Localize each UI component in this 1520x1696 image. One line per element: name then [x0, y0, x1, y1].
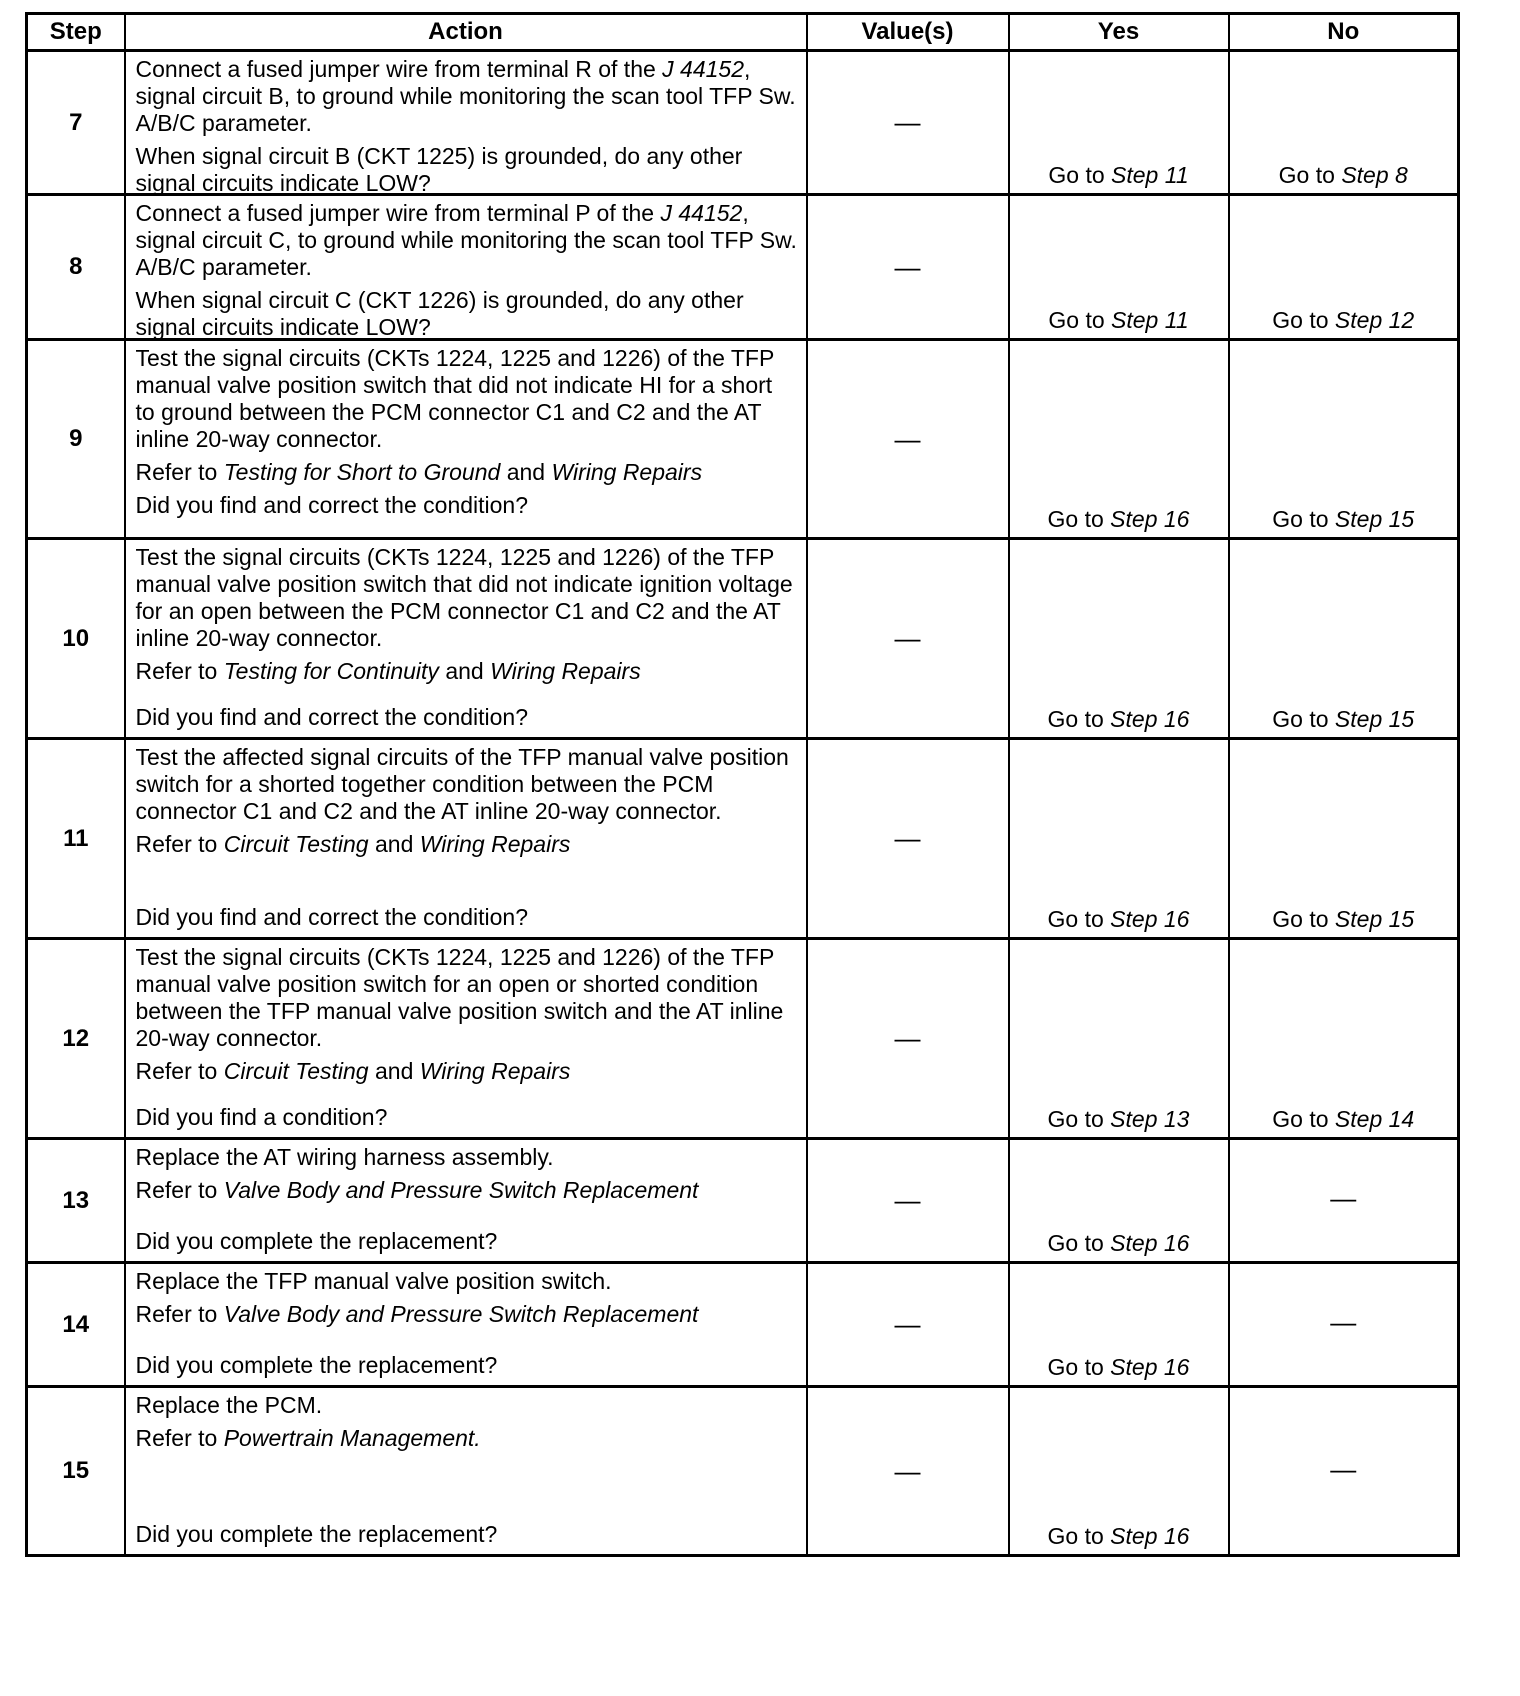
action-cell — [125, 1387, 807, 1556]
action-paragraph — [136, 658, 798, 685]
action-paragraph — [136, 287, 798, 341]
table-row — [27, 195, 1459, 340]
goto-prefix: Go to — [1047, 706, 1111, 732]
action-paragraph — [136, 1268, 798, 1295]
goto-prefix: Go to — [1272, 506, 1335, 532]
action-paragraph — [136, 904, 798, 931]
header-no: No — [1229, 14, 1459, 51]
action-paragraph — [136, 544, 798, 652]
action-content — [135, 200, 798, 340]
table-row — [27, 739, 1459, 939]
action-paragraph — [136, 831, 798, 858]
reference-text: Management. — [340, 1425, 481, 1451]
yes-cell — [1009, 340, 1229, 539]
reference-text: Circuit Testing — [223, 831, 369, 857]
yes-cell — [1009, 1139, 1229, 1263]
action-paragraph — [136, 1425, 798, 1452]
goto-step-link: Step 15 — [1334, 506, 1415, 532]
action-cell — [125, 539, 807, 739]
goto-prefix: Go to — [1047, 1354, 1111, 1380]
action-text: Did you find a condition? — [135, 1104, 388, 1130]
step-number: 15 — [27, 1387, 125, 1556]
action-content — [135, 56, 798, 196]
action-content — [136, 944, 798, 1131]
header-action: Action — [125, 14, 807, 51]
step-number: 10 — [27, 539, 125, 739]
table-body — [27, 51, 1459, 1556]
reference-text: Wiring Repairs — [551, 459, 703, 485]
goto-prefix: Go to — [1272, 906, 1335, 932]
action-paragraph — [136, 1301, 798, 1328]
yes-cell — [1009, 739, 1229, 939]
goto-step-link: Step 15 — [1334, 706, 1415, 732]
goto-step-link: Step 15 — [1334, 906, 1415, 932]
action-text: Refer to — [135, 1177, 224, 1203]
action-text: Test the signal circuits (CKTs 1224, 1225 and 1226) of the TFP manual valve position switch for an open or shorted condition between the TFP manual valve position switch and the AT inline 20-way connector. — [135, 944, 784, 1051]
goto-prefix: Go to — [1048, 162, 1112, 188]
reference-text: Testing for Continuity — [223, 658, 439, 684]
action-text: Replace the TFP manual valve position switch. — [135, 1268, 612, 1294]
step-number: 9 — [27, 340, 125, 539]
action-text: , signal circuit B, to ground while monitoring the scan tool TFP Sw. A/B/C parameter. — [135, 56, 796, 136]
reference-text: Wiring Repairs — [419, 1058, 571, 1084]
no-cell: — — [1229, 1263, 1459, 1387]
action-paragraph — [136, 345, 798, 453]
goto-step-link: Step 16 — [1110, 506, 1190, 532]
action-paragraph — [136, 459, 798, 486]
table-row — [27, 1387, 1459, 1556]
action-text: Refer to — [135, 1058, 224, 1084]
action-content — [136, 544, 798, 731]
goto-step-link: Step 11 — [1111, 162, 1189, 188]
goto-step-link: Step 16 — [1110, 906, 1190, 932]
value-cell: — — [807, 1263, 1009, 1387]
no-cell — [1229, 739, 1459, 939]
action-text: Test the signal circuits (CKTs 1224, 1225 and 1226) of the TFP manual valve position switch that did not indicate ignition voltage for an open between the PCM connector C1 and C2 and the AT inline 20-way connector. — [135, 544, 793, 651]
action-text: and — [368, 1058, 420, 1084]
step-number: 12 — [27, 939, 125, 1139]
goto-step-link: Step 16 — [1110, 706, 1190, 732]
diagnostic-table — [25, 12, 1460, 1557]
goto-prefix: Go to — [1047, 1230, 1111, 1256]
goto-step-link: Step 13 — [1110, 1106, 1190, 1132]
step-number: 13 — [27, 1139, 125, 1263]
goto-step-link: Step 12 — [1334, 307, 1415, 333]
action-text: Did you find and correct the condition? — [135, 904, 529, 930]
action-text: Connect a fused jumper wire from terminal P of the — [135, 200, 661, 226]
action-paragraph — [136, 492, 798, 519]
goto-step-link: Step 8 — [1341, 162, 1408, 188]
yes-cell — [1009, 1387, 1229, 1556]
value-cell: — — [807, 51, 1009, 195]
action-text: Did you complete the replacement? — [135, 1352, 498, 1378]
action-text: Refer to — [135, 831, 224, 857]
action-text: Did you find and correct the condition? — [135, 492, 529, 518]
step-number: 8 — [27, 195, 125, 340]
goto-prefix: Go to — [1278, 162, 1342, 188]
action-text: Connect a fused jumper wire from terminal R of the — [135, 56, 663, 82]
action-content — [136, 744, 798, 931]
step-number: 7 — [27, 51, 125, 195]
action-paragraph — [136, 143, 798, 197]
step-number: 11 — [27, 739, 125, 939]
yes-cell — [1009, 195, 1229, 340]
header-values: Value(s) — [807, 14, 1009, 51]
table-row — [27, 1139, 1459, 1263]
no-cell: — — [1229, 1387, 1459, 1556]
reference-text: Wiring Repairs — [419, 831, 571, 857]
action-paragraph — [136, 1177, 798, 1204]
value-cell: — — [807, 539, 1009, 739]
action-cell — [125, 51, 807, 195]
action-paragraph — [136, 1058, 798, 1085]
reference-text: Circuit Testing — [223, 1058, 369, 1084]
goto-prefix: Go to — [1272, 307, 1335, 333]
reference-text: Valve Body and Pressure Switch Replacement — [223, 1177, 699, 1203]
reference-text: J 44152 — [660, 200, 743, 226]
reference-text: Powertrain — [223, 1425, 334, 1451]
action-cell — [125, 1263, 807, 1387]
action-paragraph — [136, 1352, 798, 1379]
action-cell — [125, 939, 807, 1139]
goto-prefix: Go to — [1047, 1106, 1111, 1132]
value-cell: — — [807, 1139, 1009, 1263]
action-paragraph — [136, 56, 798, 137]
action-text: , signal circuit C, to ground while monitoring the scan tool TFP Sw. A/B/C parameter. — [135, 200, 797, 280]
action-paragraph — [136, 1521, 798, 1548]
action-paragraph — [136, 1104, 798, 1131]
no-cell — [1229, 539, 1459, 739]
action-text: Replace the PCM. — [135, 1392, 323, 1418]
action-text: Replace the AT wiring harness assembly. — [135, 1144, 554, 1170]
action-text: Refer to — [135, 658, 224, 684]
value-cell: — — [807, 939, 1009, 1139]
goto-prefix: Go to — [1047, 1523, 1111, 1549]
action-text: When signal circuit B (CKT 1225) is grounded, do any other signal circuits indicate LOW? — [135, 143, 743, 196]
action-content — [136, 1144, 798, 1255]
action-text: and — [368, 831, 420, 857]
action-paragraph — [136, 704, 798, 731]
table-row — [27, 539, 1459, 739]
table-row — [27, 1263, 1459, 1387]
goto-step-link: Step 16 — [1110, 1523, 1190, 1549]
action-cell — [125, 739, 807, 939]
goto-prefix: Go to — [1272, 1106, 1335, 1132]
reference-text: Valve Body and Pressure Switch Replacement — [223, 1301, 699, 1327]
value-cell: — — [807, 195, 1009, 340]
header-row — [27, 14, 1459, 51]
action-text: Refer to — [135, 459, 224, 485]
value-cell: — — [807, 739, 1009, 939]
yes-cell — [1009, 939, 1229, 1139]
action-paragraph — [136, 1392, 798, 1419]
goto-step-link: Step 14 — [1334, 1106, 1415, 1132]
action-text: Refer to — [135, 1425, 224, 1451]
action-paragraph — [136, 1228, 798, 1255]
header-yes: Yes — [1009, 14, 1229, 51]
step-number: 14 — [27, 1263, 125, 1387]
no-cell — [1229, 51, 1459, 195]
action-content — [136, 1268, 798, 1379]
goto-step-link: Step 16 — [1110, 1354, 1190, 1380]
no-cell — [1229, 195, 1459, 340]
action-text: Did you complete the replacement? — [135, 1521, 498, 1547]
yes-cell — [1009, 539, 1229, 739]
value-cell: — — [807, 1387, 1009, 1556]
action-text: When signal circuit C (CKT 1226) is grounded, do any other signal circuits indicate LOW? — [135, 287, 744, 340]
action-paragraph — [136, 200, 798, 281]
action-text: Test the affected signal circuits of the TFP manual valve position switch for a shorted together condition between the PCM connector C1 and C2 and the AT inline 20-way connector. — [135, 744, 789, 824]
action-content — [136, 1392, 798, 1548]
action-paragraph — [136, 944, 798, 1052]
table-row — [27, 51, 1459, 195]
no-cell: — — [1229, 1139, 1459, 1263]
action-paragraph — [136, 1144, 798, 1171]
action-text: and — [438, 658, 491, 684]
action-content — [136, 345, 798, 531]
action-text: Refer to — [135, 1301, 224, 1327]
yes-cell — [1009, 1263, 1229, 1387]
table-row — [27, 340, 1459, 539]
no-cell — [1229, 939, 1459, 1139]
action-text: Did you find and correct the condition? — [135, 704, 529, 730]
action-cell — [125, 340, 807, 539]
goto-prefix: Go to — [1272, 706, 1335, 732]
goto-prefix: Go to — [1047, 506, 1111, 532]
yes-cell — [1009, 51, 1229, 195]
action-text: Test the signal circuits (CKTs 1224, 1225 and 1226) of the TFP manual valve position switch that did not indicate HI for a short to ground between the PCM connector C1 and C2 and the AT inline 20-way connector. — [135, 345, 774, 452]
no-cell — [1229, 340, 1459, 539]
action-text: Did you complete the replacement? — [135, 1228, 498, 1254]
action-cell — [125, 1139, 807, 1263]
goto-step-link: Step 11 — [1111, 307, 1189, 333]
action-text: and — [500, 459, 552, 485]
goto-prefix: Go to — [1048, 307, 1112, 333]
table-row — [27, 939, 1459, 1139]
value-cell: — — [807, 340, 1009, 539]
goto-step-link: Step 16 — [1110, 1230, 1190, 1256]
goto-prefix: Go to — [1047, 906, 1111, 932]
table-header — [27, 14, 1459, 51]
reference-text: Wiring Repairs — [490, 658, 641, 684]
action-cell — [125, 195, 807, 340]
reference-text: J 44152 — [662, 56, 745, 82]
action-paragraph — [136, 744, 798, 825]
header-step: Step — [27, 14, 125, 51]
reference-text: Testing for Short to Ground — [223, 459, 501, 485]
